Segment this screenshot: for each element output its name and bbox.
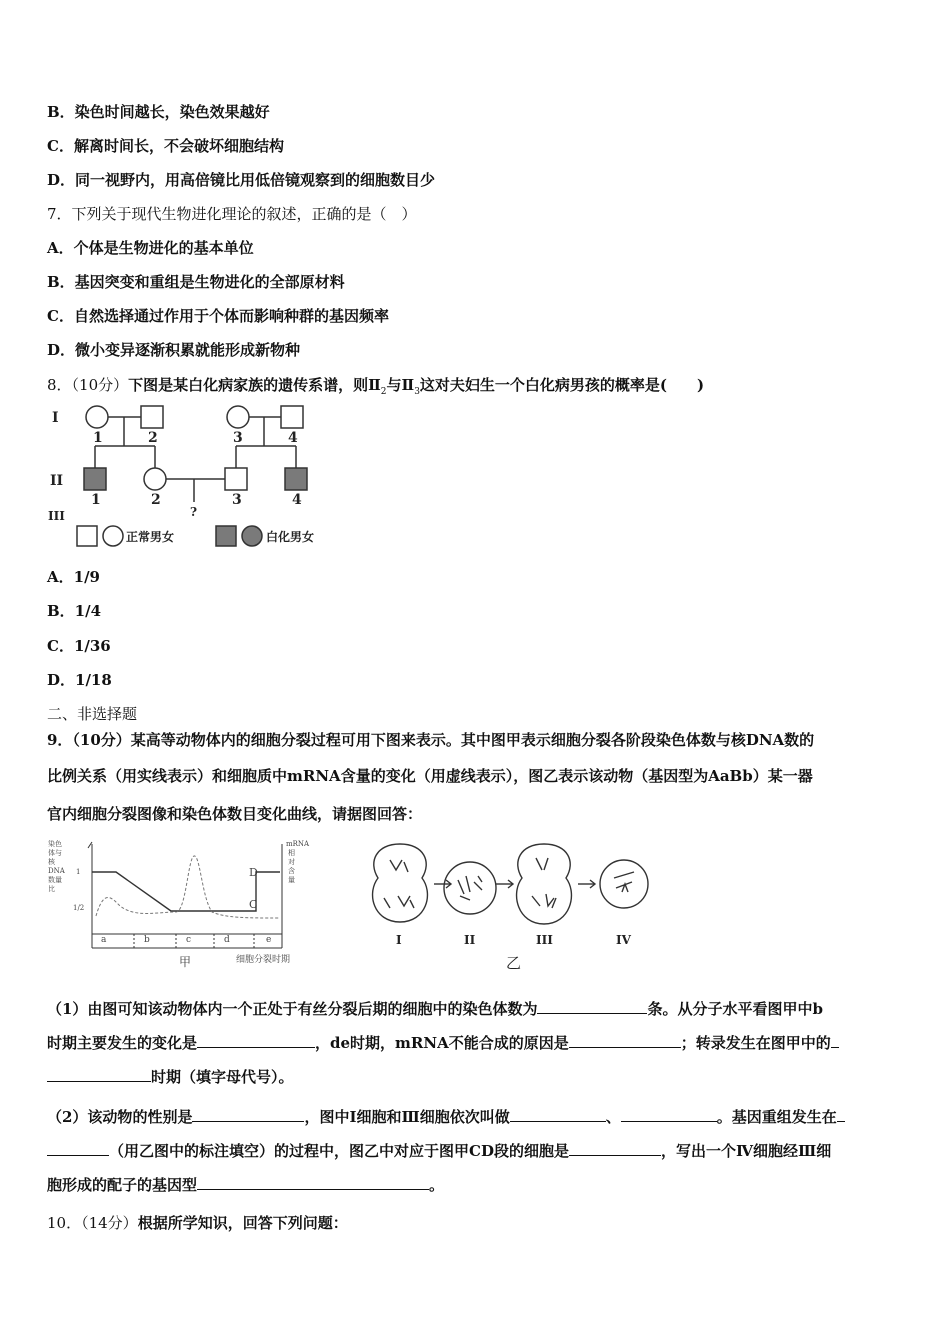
- q8-sub3: 3: [414, 387, 420, 397]
- pedigree-chart: [44, 402, 344, 552]
- left-ylabel: 染色体与核 DNA 数量比: [48, 840, 65, 893]
- gen2-number-2: 2: [151, 492, 161, 508]
- blank-cell3-name[interactable]: [621, 1103, 717, 1122]
- q9-p1-t3: 时期主要发生的变化是: [47, 1034, 198, 1052]
- q7-option-b: B．基因突变和重组是生物进化的全部原材料: [47, 273, 345, 291]
- q9-p2-t7: 胞形成的配子的基因型: [47, 1176, 198, 1194]
- q9-part2: [47, 1100, 907, 1202]
- gen2-number-4: 4: [292, 492, 302, 508]
- right-ylabel: mRNA 相对含量: [286, 840, 310, 884]
- legend-normal-label: 正常男女: [126, 530, 175, 544]
- q6-option-b: B．染色时间越长，染色效果越好: [47, 103, 270, 121]
- figure-yi-cells: [360, 838, 660, 973]
- period-c: c: [186, 935, 192, 945]
- q8-stem-c: 这对夫妇生一个白化病男孩的概率是( ): [419, 376, 705, 394]
- period-b: b: [144, 935, 150, 945]
- gen2-number-1: 1: [91, 492, 101, 508]
- gen2-affected-male-1: [84, 468, 106, 490]
- gen1-number-2: 2: [148, 430, 158, 446]
- blank-gamete-genotype[interactable]: [197, 1171, 429, 1190]
- q10-stem: [47, 1213, 348, 1233]
- legend-affected-label: 白化男女: [266, 530, 315, 544]
- q9-p2-t4: 。基因重组发生在: [716, 1108, 837, 1126]
- q8-stem: [47, 375, 704, 402]
- cell-label-1: I: [396, 933, 402, 947]
- gen1-number-4: 4: [288, 430, 298, 446]
- q9-p2-t1: （2）该动物的性别是: [47, 1108, 193, 1126]
- q10-number: 10．（14分）: [47, 1214, 138, 1232]
- q8-stem-a: 下图是某白化病家族的遗传系谱，则Ⅱ: [128, 376, 381, 394]
- legend-affected-female: [242, 526, 262, 546]
- legend-normal-female: [103, 526, 123, 546]
- q9-p2-t6: ，写出一个Ⅳ细胞经Ⅲ细: [660, 1142, 832, 1160]
- q7-option-d: D．微小变异逐渐积累就能形成新物种: [47, 341, 301, 359]
- gen1-number-3: 3: [233, 430, 243, 446]
- q8-option-b: B．1/4: [47, 602, 102, 620]
- q9-p1-t4: ，de时期，mRNA不能合成的原因是: [315, 1034, 569, 1052]
- gen1-female-1: [86, 406, 108, 428]
- point-C: C: [249, 898, 258, 911]
- gen1-female-3: [227, 406, 249, 428]
- q7-option-a: A．个体是生物进化的基本单位: [47, 239, 254, 257]
- gen2-male-3: [225, 468, 247, 490]
- blank-recombination-start[interactable]: [837, 1103, 845, 1122]
- period-e: e: [266, 935, 272, 945]
- cell-label-2: II: [464, 933, 476, 947]
- blank-transcription-period-start[interactable]: [831, 1029, 839, 1048]
- gen-label-3: III: [48, 509, 65, 523]
- figure-jia-chart: [46, 838, 310, 970]
- q9-p1-t2: 条。从分子水平看图甲中b: [647, 1000, 823, 1018]
- q9-p1-t5: ；转录发生在图甲中的: [680, 1034, 831, 1052]
- period-a: a: [101, 935, 107, 945]
- blank-cell1-name[interactable]: [510, 1103, 606, 1122]
- gen2-female-2: [144, 468, 166, 490]
- q8-option-a: A．1/9: [47, 568, 100, 586]
- q9-stem-line-2: 比例关系（用实线表示）和细胞质中mRNA含量的变化（用虚线表示），图乙表示该动物（基因型为AaBb）某一器: [47, 767, 813, 785]
- ytick-1: 1: [76, 868, 81, 876]
- q7-option-c: C．自然选择通过作用于个体而影响种群的基因频率: [47, 307, 389, 325]
- q9-stem-line-3: 官内细胞分裂图像和染色体数目变化曲线，请据图回答：: [47, 805, 423, 823]
- point-D: D: [249, 866, 258, 879]
- gen1-number-1: 1: [93, 430, 103, 446]
- q9-p2-t8: 。: [429, 1176, 445, 1194]
- fig1-caption: 甲: [179, 955, 192, 969]
- q9-p1-t1: （1）由图可知该动物体内一个正处于有丝分裂后期的细胞中的染色体数为: [47, 1000, 538, 1018]
- q8-sub2: 2: [380, 387, 387, 397]
- cell-4: [600, 860, 648, 908]
- period-d: d: [224, 935, 230, 945]
- gen1-male-2: [141, 406, 163, 428]
- q6-option-c: C．解离时间长，不会破坏细胞结构: [47, 137, 284, 155]
- q10-text: 根据所学知识，回答下列问题：: [137, 1214, 348, 1232]
- gen1-male-4: [281, 406, 303, 428]
- q8-option-d: D．1/18: [47, 671, 112, 689]
- cell-label-4: IV: [616, 933, 631, 947]
- q8-stem-b: 与Ⅱ: [386, 376, 415, 394]
- x-axis-label: 细胞分裂时期: [236, 955, 291, 965]
- cell-1: [373, 844, 428, 922]
- q8-number: 8．（10分）: [47, 376, 129, 394]
- gen-label-1: I: [52, 410, 59, 426]
- gen-label-2: II: [50, 473, 64, 489]
- fig2-caption: 乙: [506, 954, 522, 972]
- q9-part1: [47, 992, 907, 1094]
- q8-option-c: C．1/36: [47, 637, 111, 655]
- gen2-number-3: 3: [232, 492, 242, 508]
- blank-sex[interactable]: [192, 1103, 304, 1122]
- blank-recombination[interactable]: [47, 1137, 109, 1156]
- gen2-affected-male-4: [285, 468, 307, 490]
- blank-b-period-change[interactable]: [197, 1029, 315, 1048]
- q9-p2-t3: 、: [605, 1108, 621, 1126]
- section2-title: 二、非选择题: [47, 705, 138, 723]
- unknown-child: ?: [190, 505, 198, 519]
- cell-label-3: III: [536, 933, 553, 947]
- blank-transcription-period[interactable]: [47, 1063, 151, 1082]
- legend-affected-male: [216, 526, 236, 546]
- blank-cd-cell[interactable]: [569, 1137, 661, 1156]
- cell-3: [517, 844, 572, 924]
- cell-2: [444, 862, 496, 914]
- ytick-half: 1/2: [73, 904, 85, 912]
- blank-mrna-reason[interactable]: [569, 1029, 681, 1048]
- legend-normal-male: [77, 526, 97, 546]
- q9-p2-t5: （用乙图中的标注填空）的过程中，图乙中对应于图甲CD段的细胞是: [109, 1142, 569, 1160]
- q9-p1-t6: 时期（填字母代号）。: [151, 1068, 294, 1086]
- q7-stem: 7．下列关于现代生物进化理论的叙述，正确的是（ ）: [47, 205, 417, 223]
- q6-option-d: D．同一视野内，用高倍镜比用低倍镜观察到的细胞数目少: [47, 171, 436, 189]
- q9-p2-t2: ，图中Ⅰ细胞和Ⅲ细胞依次叫做: [304, 1108, 510, 1126]
- blank-chromosome-count[interactable]: [537, 995, 647, 1014]
- q9-stem-line-1: 9．（10分）某高等动物体内的细胞分裂过程可用下图来表示。其中图甲表示细胞分裂各阶段染色体数与核DNA数的: [47, 731, 815, 749]
